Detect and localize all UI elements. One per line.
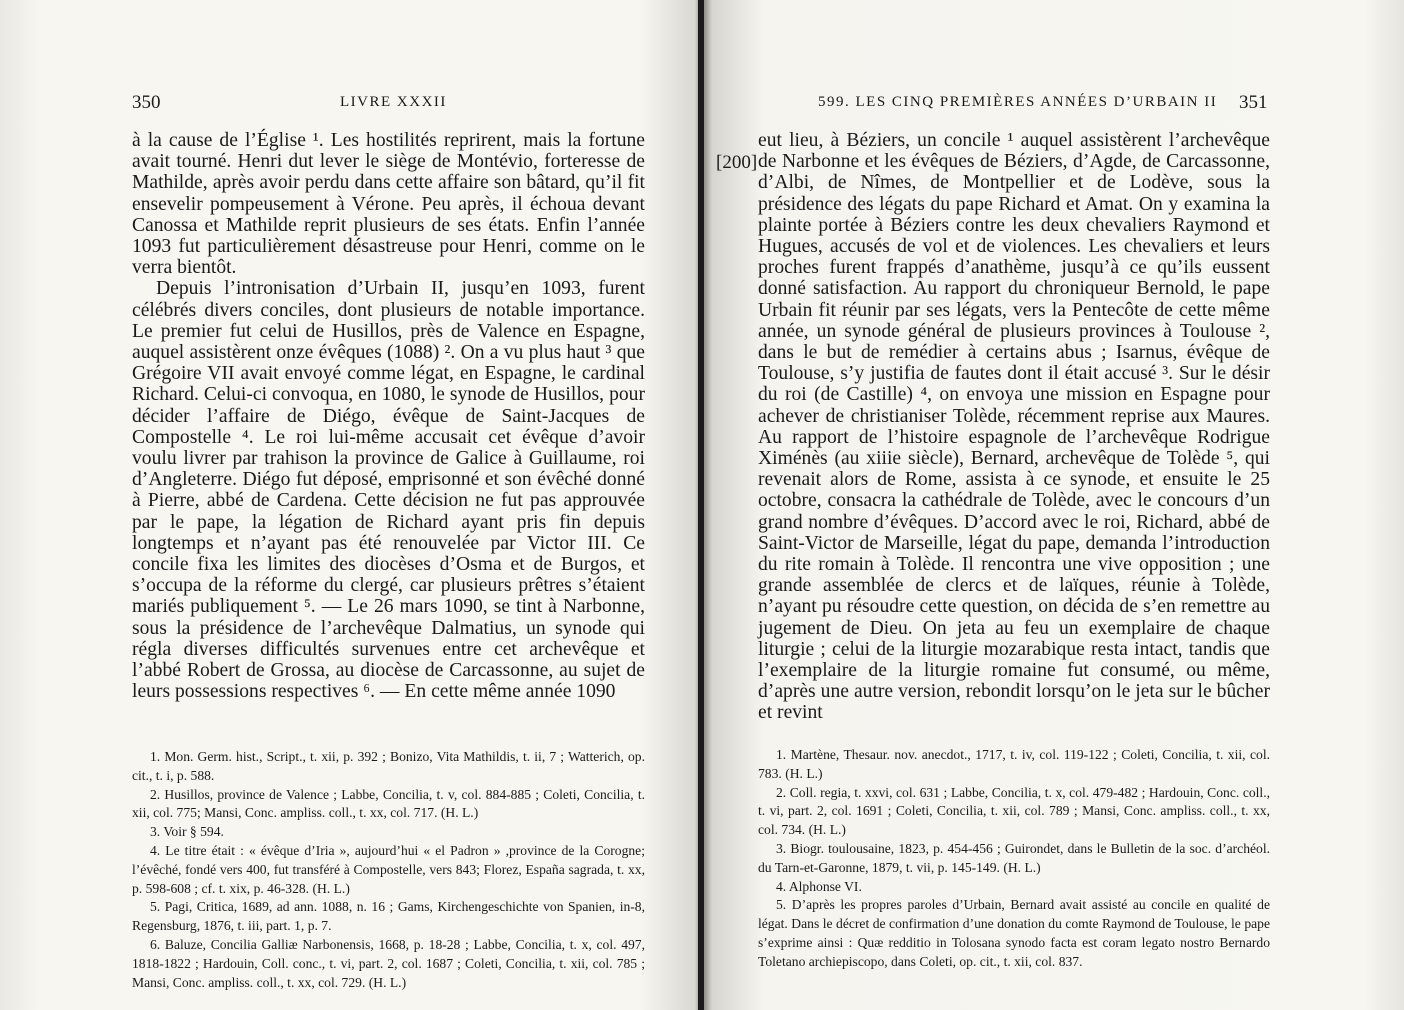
running-head: 599. LES CINQ PREMIÈRES ANNÉES D’URBAIN II (818, 94, 1218, 110)
footnote: 4. Alphonse VI. (776, 878, 862, 894)
main-text (758, 130, 1270, 724)
main-text (132, 130, 645, 702)
paragraph: Depuis l’intronisation d’Urbain II, jusqu’en 1093, furent célébrés divers conciles, dont plusieurs de notable importance. Le premier fut celui de Husillos, près de Valence en Espagne, auquel assistèrent onze évêques (1088) ². On a vu plus haut ³ que Grégoire VII avait envoyé comme légat, en Espagne, le cardinal Richard. Celui-ci convoqua, en 1080, le synode de Husillos, pour décider l’affaire de Diégo, évêque de Saint-Jacques de Compostelle ⁴. Le roi lui-même accusait cet évêque d’avoir voulu livrer par trahison la province de Galice à Guillaume, roi d’Angleterre. Diégo fut déposé, emprisonné et son évêché donné à Pierre, abbé de Cardena. Cette décision ne fut pas approuvée par le pape, la légation de Richard ayant pris fin depuis longtemps et n’ayant pas été renouvelée par Victor III. Ce concile fixa les limites des diocèses d’Osma et de Burgos, et s’occupa de la réforme du clergé, car plusieurs prêtres s’étaient mariés publiquement ⁵. — Le 26 mars 1090, se tint à Narbonne, sous la présidence de l’archevêque Dalmatius, un synode qui régla diverses difficultés survenues entre cet archevêque et l’abbé Robert de Grossa, au diocèse de Carcassonne, au sujet de leurs possessions respectives ⁶. — En cette même année 1090 (132, 278, 645, 703)
left-page (0, 0, 700, 1010)
footnote: 2. Coll. regia, t. xxvi, col. 631 ; Labbe, Concilia, t. x, col. 479-482 ; Hardouin, Conc. coll., t. vi, part. 2, col. 1691 ; Coleti, Concilia, t. xii, col. 789 ; Mansi, Conc. ampliss. coll., t. xx, col. 734. (H. L.) (758, 784, 1270, 838)
footnotes (758, 746, 1270, 972)
page-number: 350 (132, 92, 161, 113)
footnote: 6. Baluze, Concilia Galliæ Narbonensis, 1668, p. 18-28 ; Labbe, Concilia, t. x, col. 497, 1818-1822 ; Hardouin, Coll. conc., t. vi, part. 2, col. 1687 ; Coleti, Concilia, t. xii, col. 785 ; Mansi, Conc. ampliss. coll., t. xx, col. 729. (H. L.) (132, 936, 645, 990)
footnote: 5. D’après les propres paroles d’Urbain, Bernard avait assisté au concile en qualité de légat. Dans le décret de confirmation d’une donation du comte Raymond de Toulouse, le pape s’exprime ainsi : Quæ redditio in Tolosana synodo facta est coram legato nostro Bernardo Toletano archiepiscopo, dans Coleti, op. cit., t. xii, col. 837. (758, 897, 1270, 969)
page-number: 351 (1239, 92, 1268, 113)
paragraph: à la cause de l’Église ¹. Les hostilités reprirent, mais la fortune avait tourné. Henri dut lever le siège de Montévio, forteresse de Mathilde, après avoir perdu dans cette affaire son bâtard, qu’il fit ensevelir pompeusement à Vérone. Peu après, il échoua devant Canossa et Mathilde reprit plusieurs de ses états. Enfin l’année 1093 fut particulièrement désastreuse pour Henri, comme on le verra bientôt. (132, 130, 645, 279)
footnotes (132, 748, 645, 992)
footnote: 4. Le titre était : « évêque d’Iria », aujourd’hui « el Padron » ,province de la Corogne; l’évêché, fondé vers 400, fut transféré à Compostelle, vers 843; Florez, España sagrada, t. xx, p. 598-608 ; cf. t. xix, p. 46-328. (H. L.) (132, 842, 645, 896)
margin-page-reference: [200] (716, 152, 758, 173)
footnote: 3. Biogr. toulousaine, 1823, p. 454-456 ; Guirondet, dans le Bulletin de la soc. d’archéol. du Tarn-et-Garonne, 1879, t. vii, p. 145-149. (H. L.) (758, 840, 1270, 875)
footnote: 5. Pagi, Critica, 1689, ad ann. 1088, n. 16 ; Gams, Kirchengeschichte von Spanien, in-8, Regensburg, 1876, t. iii, part. 1, p. 7. (132, 899, 645, 934)
paragraph: eut lieu, à Béziers, un concile ¹ auquel assistèrent l’archevêque de Narbonne et les évêques de Béziers, d’Agde, de Carcassonne, d’Albi, de Nîmes, de Montpellier et de Lodève, sous la présidence des légats du pape Richard et Amat. On y examina la plainte portée à Béziers contre les deux chevaliers Raymond et Hugues, accusés de vol et de violences. Les chevaliers et leurs proches furent frappés d’anathème, jusqu’à ce qu’ils eussent donné satisfaction. Au rapport du chroniqueur Bernold, le pape Urbain fit réunir par ses légats, vers la Pentecôte de cette même année, un synode général de plusieurs provinces à Toulouse ², dans le but de remédier à certains abus ; Isarnus, évêque de Toulouse, s’y justifia de fautes dont il était accusé ³. Sur le désir du roi (de Castille) ⁴, on envoya une mission en Espagne pour achever de christianiser Tolède, récemment reprise aux Maures. Au rapport de l’histoire espagnole de l’archevêque Rodrigue Ximénès (au xiiie siècle), Bernard, archevêque de Tolède ⁵, qui revenait alors de Rome, assista à ce synode, et ensuite le 25 octobre, consacra la cathédrale de Tolède, avec le concours d’un grand nombre d’évêques. D’accord avec le roi, Richard, abbé de Saint-Victor de Marseille, légat du pape, demanda l’introduction du rite romain à Tolède. Il rencontra une vive opposition ; une grande assemblée de clercs et de laïques, réunie à Tolède, n’ayant pu résoudre cette question, on décida de s’en remettre au jugement de Dieu. On jeta au feu un exemplaire de chaque liturgie ; celui de la liturgie mozarabique resta intact, tandis que l’exemplaire de la liturgie romaine fut consumé, ou même, d’après une autre version, rebondit lorsqu’on le jeta sur le bûcher et revint (758, 130, 1270, 724)
footnote: 1. Mon. Germ. hist., Script., t. xii, p. 392 ; Bonizo, Vita Mathildis, t. ii, 7 ; Watterich, op. cit., t. i, p. 588. (132, 749, 645, 783)
right-page (704, 0, 1404, 1010)
footnote: 2. Husillos, province de Valence ; Labbe, Concilia, t. v, col. 884-885 ; Coleti, Concilia, t. xii, col. 775; Mansi, Conc. ampliss. coll., t. xx, col. 717. (H. L.) (132, 786, 645, 821)
footnote: 3. Voir § 594. (150, 824, 224, 840)
running-head: LIVRE XXXII (340, 94, 447, 110)
footnote: 1. Martène, Thesaur. nov. anecdot., 1717, t. iv, col. 119-122 ; Coleti, Concilia, t. xii, col. 783. (H. L.) (758, 747, 1270, 781)
